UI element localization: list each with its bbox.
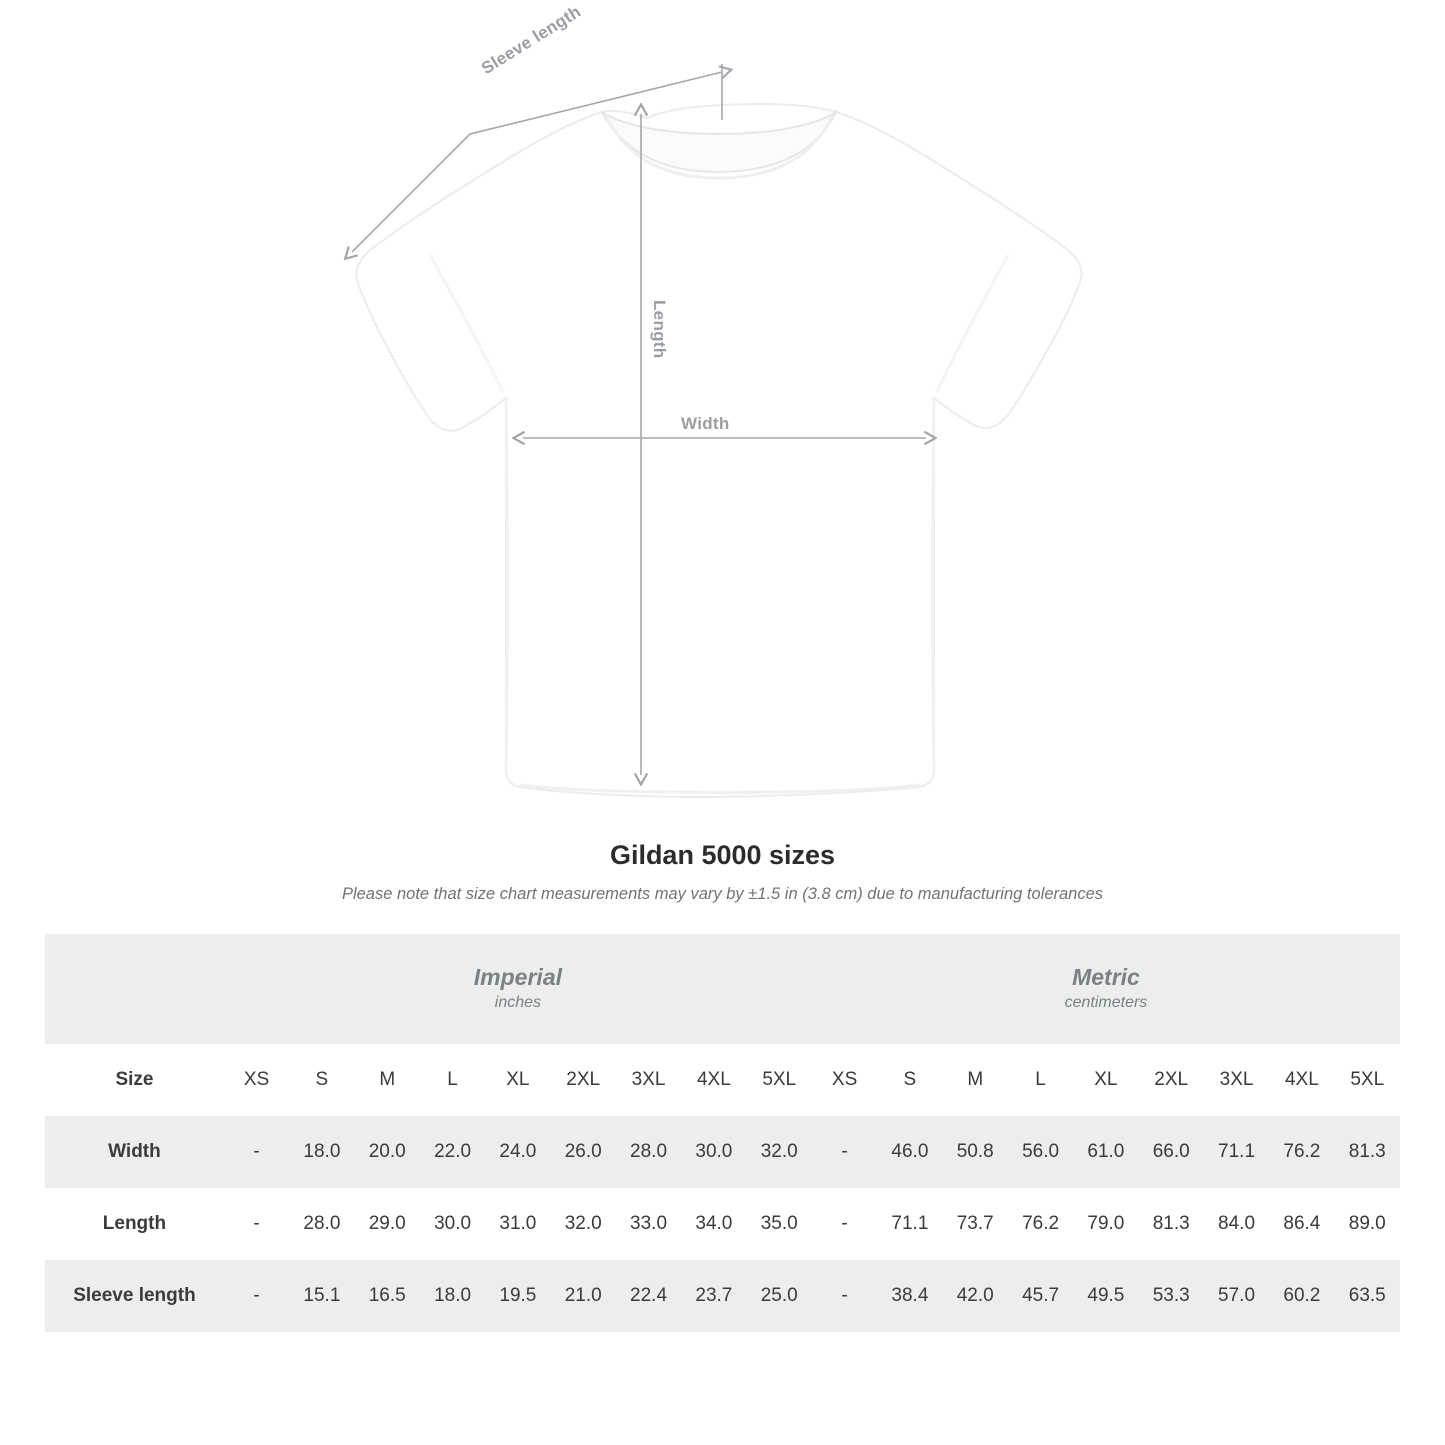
cell-sleeve: 49.5 (1073, 1260, 1138, 1332)
cell-sleeve: 23.7 (681, 1260, 746, 1332)
width-label: Width (681, 414, 730, 433)
cell-length: 32.0 (551, 1188, 616, 1260)
row-header-width: Width (45, 1116, 224, 1188)
size-header-cell: XL (485, 1044, 550, 1116)
cell-width: - (224, 1116, 289, 1188)
cell-width: 22.0 (420, 1116, 485, 1188)
size-chart-table (45, 934, 1400, 1332)
cell-length: 30.0 (420, 1188, 485, 1260)
cell-width: 24.0 (485, 1116, 550, 1188)
cell-width: 32.0 (747, 1116, 812, 1188)
cell-sleeve: 19.5 (485, 1260, 550, 1332)
cell-length: 76.2 (1008, 1188, 1073, 1260)
size-header-cell: 3XL (1204, 1044, 1269, 1116)
row-header-length: Length (45, 1188, 224, 1260)
cell-sleeve: 42.0 (943, 1260, 1008, 1332)
cell-width: 50.8 (943, 1116, 1008, 1188)
cell-length: - (812, 1188, 877, 1260)
tshirt-shape (356, 104, 1081, 797)
title-block (0, 840, 1445, 904)
cell-width: 20.0 (355, 1116, 420, 1188)
size-header-cell: 4XL (681, 1044, 746, 1116)
cell-sleeve: 25.0 (747, 1260, 812, 1332)
cell-length: 89.0 (1335, 1188, 1400, 1260)
cell-sleeve: - (812, 1260, 877, 1332)
unit-name-imperial: Imperial (473, 963, 563, 990)
unit-name-metric: Metric (1072, 963, 1140, 990)
sleeve-length-label: Sleeve length (478, 1, 585, 79)
unit-sub-metric: centimeters (1064, 994, 1148, 1012)
table-row-length (45, 1188, 1400, 1260)
cell-width: 66.0 (1139, 1116, 1204, 1188)
cell-length: 73.7 (943, 1188, 1008, 1260)
table-row-sleeve-length (45, 1260, 1400, 1332)
cell-sleeve: 57.0 (1204, 1260, 1269, 1332)
cell-sleeve: 15.1 (289, 1260, 354, 1332)
unit-header-metric (812, 934, 1400, 1044)
cell-length: 81.3 (1139, 1188, 1204, 1260)
cell-width: 28.0 (616, 1116, 681, 1188)
cell-length: - (224, 1188, 289, 1260)
cell-length: 28.0 (289, 1188, 354, 1260)
size-header-cell: 4XL (1269, 1044, 1334, 1116)
unit-sub-imperial: inches (494, 994, 542, 1012)
size-header-cell: M (943, 1044, 1008, 1116)
cell-sleeve: 38.4 (877, 1260, 942, 1332)
cell-length: 86.4 (1269, 1188, 1334, 1260)
table-row-width (45, 1116, 1400, 1188)
cell-length: 34.0 (681, 1188, 746, 1260)
cell-sleeve: 18.0 (420, 1260, 485, 1332)
page-title: Gildan 5000 sizes (609, 840, 836, 870)
cell-sleeve: 22.4 (616, 1260, 681, 1332)
size-header-cell: S (289, 1044, 354, 1116)
cell-width: 81.3 (1335, 1116, 1400, 1188)
size-header-cell: 5XL (747, 1044, 812, 1116)
cell-length: 33.0 (616, 1188, 681, 1260)
unit-header-row (45, 934, 1400, 1044)
cell-width: 56.0 (1008, 1116, 1073, 1188)
size-header-cell: 2XL (1139, 1044, 1204, 1116)
cell-sleeve: 16.5 (355, 1260, 420, 1332)
cell-sleeve: 45.7 (1008, 1260, 1073, 1332)
unit-header-imperial (224, 934, 812, 1044)
size-header-cell: S (877, 1044, 942, 1116)
size-header-cell: 2XL (551, 1044, 616, 1116)
size-header-cell: L (420, 1044, 485, 1116)
size-header-cell: 5XL (1335, 1044, 1400, 1116)
cell-width: 46.0 (877, 1116, 942, 1188)
cell-length: 29.0 (355, 1188, 420, 1260)
cell-length: 71.1 (877, 1188, 942, 1260)
cell-width: 30.0 (681, 1116, 746, 1188)
unit-header-spacer (45, 934, 224, 1044)
size-header-cell: M (355, 1044, 420, 1116)
cell-length: 35.0 (747, 1188, 812, 1260)
cell-length: 84.0 (1204, 1188, 1269, 1260)
cell-sleeve: - (224, 1260, 289, 1332)
size-header-cell: 3XL (616, 1044, 681, 1116)
size-header-cell: XS (812, 1044, 877, 1116)
row-header-size: Size (45, 1044, 224, 1116)
cell-width: - (812, 1116, 877, 1188)
cell-sleeve: 53.3 (1139, 1260, 1204, 1332)
size-header-cell: L (1008, 1044, 1073, 1116)
cell-width: 61.0 (1073, 1116, 1138, 1188)
cell-width: 71.1 (1204, 1116, 1269, 1188)
cell-sleeve: 60.2 (1269, 1260, 1334, 1332)
cell-sleeve: 63.5 (1335, 1260, 1400, 1332)
cell-length: 31.0 (485, 1188, 550, 1260)
size-chart-table-wrap (45, 934, 1400, 1332)
cell-length: 79.0 (1073, 1188, 1138, 1260)
measurement-note: Please note that size chart measurements may vary by ±1.5 in (3.8 cm) due to manufacturing tolerances (341, 885, 1104, 903)
length-label: Length (650, 300, 669, 359)
size-header-cell: XL (1073, 1044, 1138, 1116)
cell-width: 76.2 (1269, 1116, 1334, 1188)
size-header-cell: XS (224, 1044, 289, 1116)
cell-width: 26.0 (551, 1116, 616, 1188)
row-header-sleeve-length: Sleeve length (45, 1260, 224, 1332)
size-header-row (45, 1044, 1400, 1116)
cell-width: 18.0 (289, 1116, 354, 1188)
cell-sleeve: 21.0 (551, 1260, 616, 1332)
